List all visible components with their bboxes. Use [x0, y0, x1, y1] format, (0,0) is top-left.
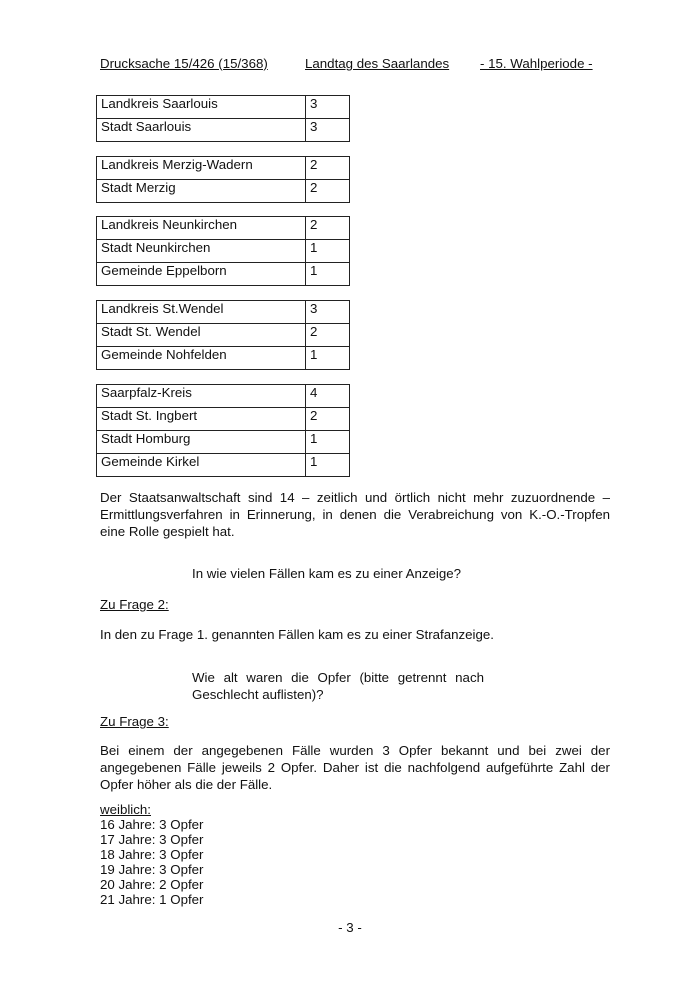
- case-count: 3: [306, 119, 350, 142]
- district-table-merzig: [96, 156, 350, 203]
- answer-2-text: In den zu Frage 1. genannten Fällen kam es zu einer Strafanzeige.: [100, 627, 494, 642]
- investigations-paragraph: Der Staatsanwaltschaft sind 14 – zeitlich und örtlich nicht mehr zuzuordnende – Ermittlungsverfahren in Erinnerung, in denen die Verabreichung von K.-O.-Tropfen eine Rolle gespielt hat.: [100, 490, 610, 539]
- table-row: [97, 324, 350, 347]
- case-count: 2: [306, 157, 350, 180]
- district-table-st-wendel: [96, 300, 350, 370]
- district-name: Stadt St. Ingbert: [97, 408, 306, 431]
- district-table-saarpfalz: [96, 384, 350, 477]
- district-table-neunkirchen: [96, 216, 350, 286]
- table-row: [97, 157, 350, 180]
- table-row: [97, 240, 350, 263]
- district-table-saarlouis: [96, 95, 350, 142]
- district-name: Stadt St. Wendel: [97, 324, 306, 347]
- district-name: Gemeinde Eppelborn: [97, 263, 306, 286]
- district-name: Saarpfalz-Kreis: [97, 385, 306, 408]
- case-count: 2: [306, 324, 350, 347]
- question-3: Wie alt waren die Opfer (bitte getrennt nach Geschlecht auflisten)?: [192, 670, 484, 702]
- case-count: 1: [306, 240, 350, 263]
- list-item: 20 Jahre: 2 Opfer: [100, 877, 204, 892]
- table-row: [97, 217, 350, 240]
- female-label: weiblich:: [100, 802, 151, 817]
- document-number: Drucksache 15/426 (15/368): [100, 56, 268, 71]
- table-row: [97, 347, 350, 370]
- table-row: [97, 454, 350, 477]
- table-row: [97, 301, 350, 324]
- district-name: Gemeinde Nohfelden: [97, 347, 306, 370]
- table-row: [97, 385, 350, 408]
- female-victims-list: [100, 802, 400, 907]
- district-name: Landkreis St.Wendel: [97, 301, 306, 324]
- answer-3-text: Bei einem der angegebenen Fälle wurden 3 Opfer bekannt und bei zwei der angegebenen Fälle jeweils 2 Opfer. Daher ist die nachfolgend aufgeführte Zahl der Opfer höher als die der Fälle.: [100, 743, 610, 792]
- case-count: 1: [306, 347, 350, 370]
- district-name: Gemeinde Kirkel: [97, 454, 306, 477]
- list-item: 21 Jahre: 1 Opfer: [100, 892, 204, 907]
- district-name: Stadt Homburg: [97, 431, 306, 454]
- case-count: 3: [306, 96, 350, 119]
- list-item: 16 Jahre: 3 Opfer: [100, 817, 204, 832]
- case-count: 1: [306, 263, 350, 286]
- district-name: Stadt Neunkirchen: [97, 240, 306, 263]
- case-count: 1: [306, 431, 350, 454]
- district-name: Landkreis Merzig-Wadern: [97, 157, 306, 180]
- list-item: 17 Jahre: 3 Opfer: [100, 832, 204, 847]
- case-count: 2: [306, 217, 350, 240]
- table-row: [97, 96, 350, 119]
- table-row: [97, 180, 350, 203]
- case-count: 4: [306, 385, 350, 408]
- case-count: 2: [306, 408, 350, 431]
- district-name: Stadt Merzig: [97, 180, 306, 203]
- case-count: 3: [306, 301, 350, 324]
- list-item: 18 Jahre: 3 Opfer: [100, 847, 204, 862]
- answer-2-heading: Zu Frage 2:: [100, 597, 169, 612]
- page-header: [100, 56, 600, 74]
- district-name: Landkreis Saarlouis: [97, 96, 306, 119]
- case-count: 1: [306, 454, 350, 477]
- case-count: 2: [306, 180, 350, 203]
- table-row: [97, 408, 350, 431]
- district-name: Landkreis Neunkirchen: [97, 217, 306, 240]
- district-name: Stadt Saarlouis: [97, 119, 306, 142]
- question-2: In wie vielen Fällen kam es zu einer Anzeige?: [192, 566, 462, 581]
- parliament-name: Landtag des Saarlandes: [305, 56, 450, 71]
- table-row: [97, 263, 350, 286]
- table-row: [97, 119, 350, 142]
- legislative-period: - 15. Wahlperiode -: [480, 56, 593, 71]
- table-row: [97, 431, 350, 454]
- list-item: 19 Jahre: 3 Opfer: [100, 862, 204, 877]
- page-number: - 3 -: [338, 920, 362, 935]
- answer-3-heading: Zu Frage 3:: [100, 714, 169, 729]
